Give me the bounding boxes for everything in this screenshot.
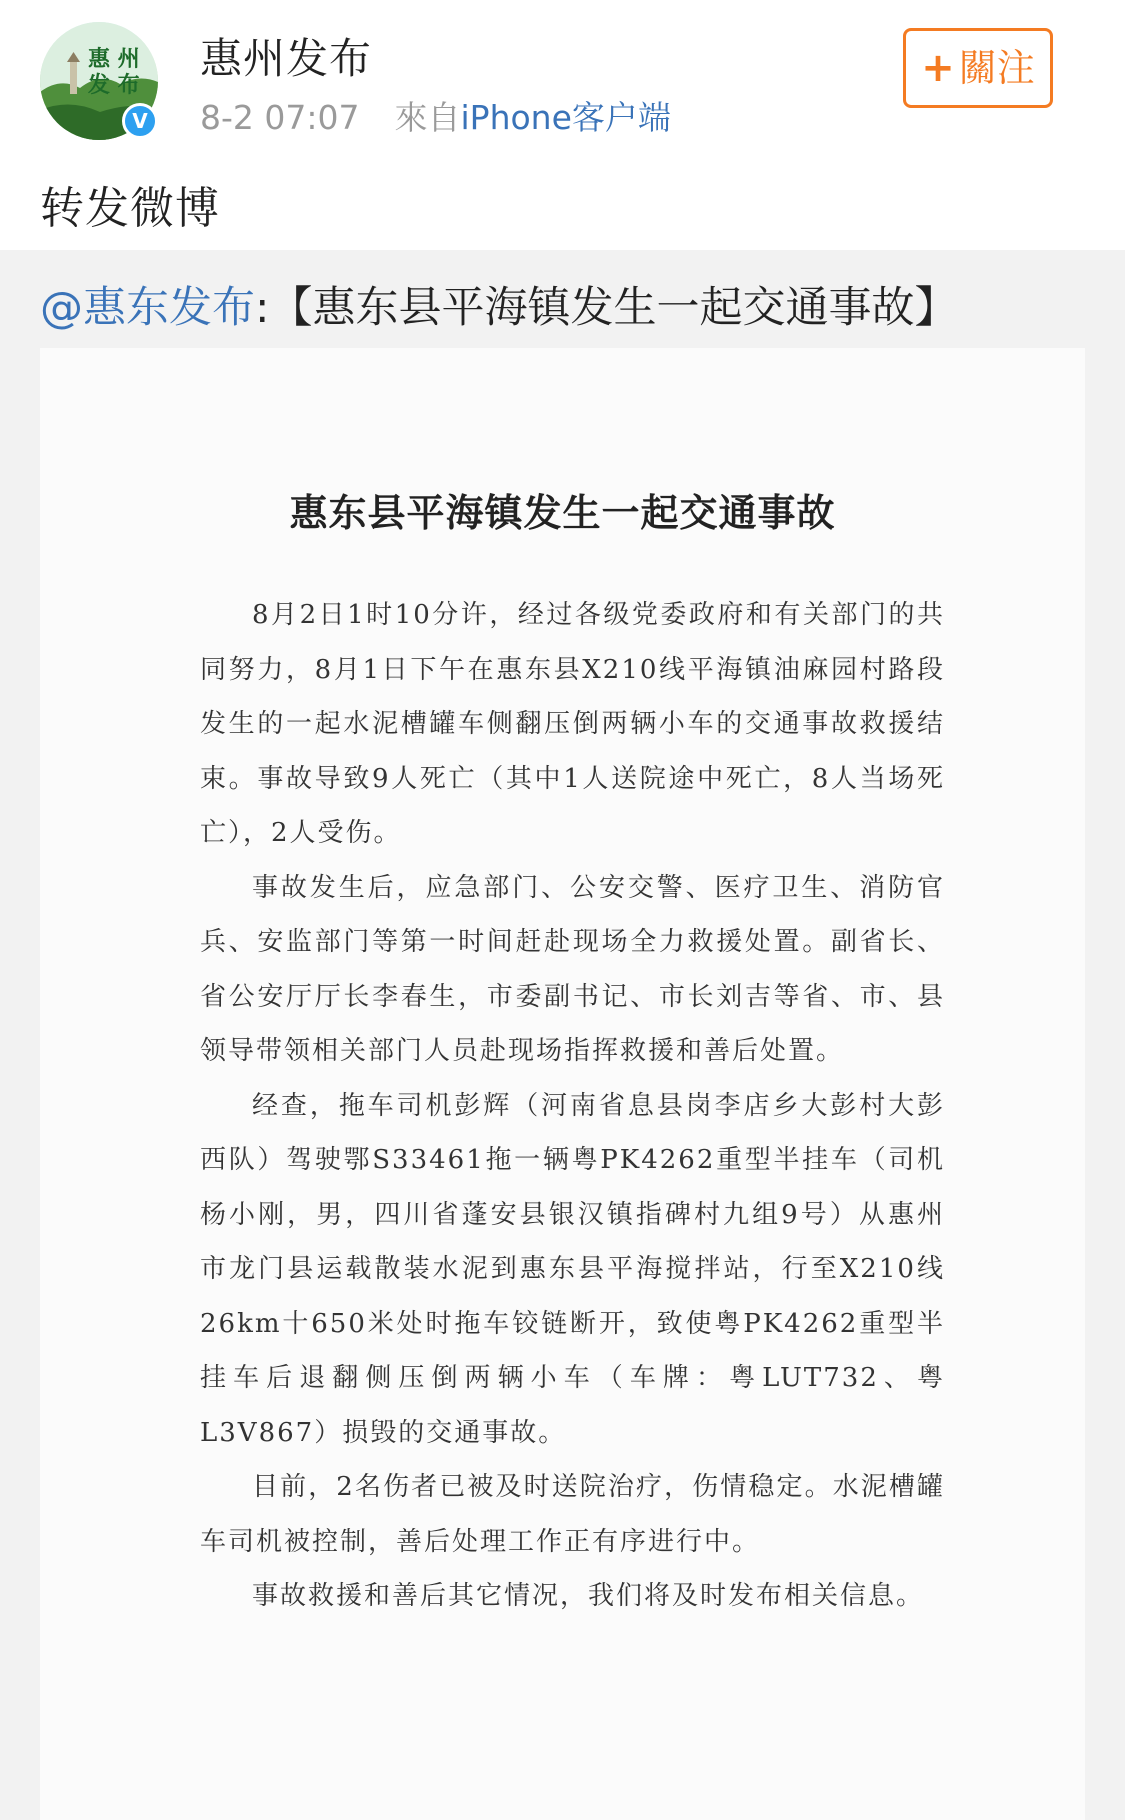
document-paragraph: 事故救援和善后其它情况，我们将及时发布相关信息。 <box>252 1581 925 1611</box>
follow-label: 關注 <box>958 46 1035 90</box>
document-paragraph: 事故发生后，应急部门、公安交警、医疗卫生、消防官兵、安监部门等第一时间赶赴现场全力救援处置。副省长、省公安厅厅长李春生，市委副书记、市长刘吉等省、市、县领导带领相关部门人员赴现场指挥救援和善后处置。 <box>200 872 945 1066</box>
retweeted-post[interactable] <box>0 250 1125 1820</box>
source-prefix: 來自 <box>394 98 461 137</box>
avatar-logo-text-2: 发 布 <box>88 72 140 98</box>
retweet-line <box>40 274 958 335</box>
document-image[interactable] <box>40 348 1085 1820</box>
post-header <box>0 0 1125 250</box>
verified-badge-icon: V <box>122 103 158 139</box>
plus-icon: + <box>921 45 955 91</box>
post-time: 8-2 07:07 <box>200 98 360 137</box>
retweet-headline: 【惠东县平海镇发生一起交通事故】 <box>269 283 958 333</box>
document-paragraph: 经查，拖车司机彭辉（河南省息县岗李店乡大彭村大彭西队）驾驶鄂S33461拖一辆粤PK4262重型半挂车（司机杨小刚，男，四川省蓬安县银汉镇指碑村九组9号）从惠州市龙门县运载散装水泥到惠东县平海搅拌站，行至X210线26km十650米处时拖车铰链断开，致使粤PK4262重型半挂车后退翻侧压倒两辆小车（车牌：粤LUT732、粤L3V867）损毁的交通事故。 <box>200 1090 945 1448</box>
account-name[interactable]: 惠州发布 <box>200 34 373 83</box>
post-text: 转发微博 <box>40 183 220 234</box>
avatar-logo-text-1: 惠 州 <box>88 46 140 72</box>
source-client-link[interactable]: iPhone客户端 <box>460 98 671 137</box>
mention-separator: : <box>255 283 270 333</box>
follow-button[interactable] <box>903 28 1053 108</box>
document-body <box>200 588 945 1624</box>
document-title: 惠东县平海镇发生一起交通事故 <box>289 490 836 535</box>
document-paragraph: 目前，2名伤者已被及时送院治疗，伤情稳定。水泥槽罐车司机被控制，善后处理工作正有序进行中。 <box>200 1472 945 1557</box>
document-paragraph: 8月2日1时10分许，经过各级党委政府和有关部门的共同努力，8月1日下午在惠东县X210线平海镇油麻园村路段发生的一起水泥槽罐车侧翻压倒两辆小车的交通事故救援结束。事故导致9人死亡（其中1人送院途中死亡，8人当场死亡），2人受伤。 <box>200 600 945 848</box>
mention-link[interactable]: @惠东发布 <box>40 283 255 333</box>
post-meta <box>200 92 671 139</box>
